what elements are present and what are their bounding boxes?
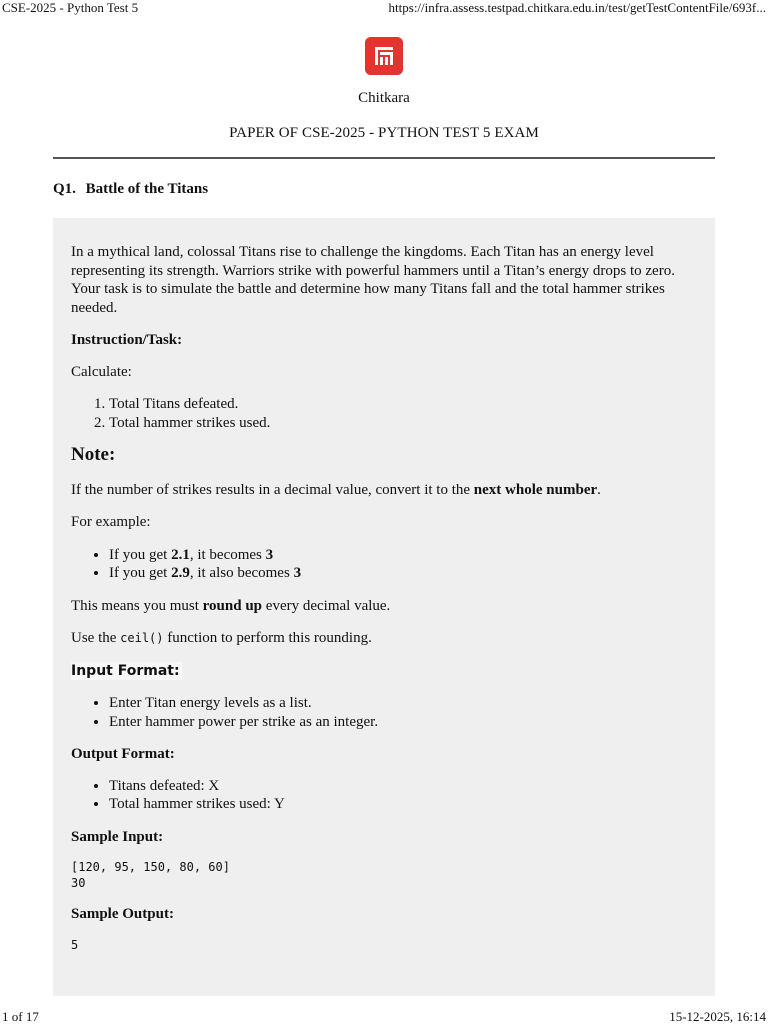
note-heading: Note:: [71, 444, 116, 465]
output-format-list: [71, 777, 691, 814]
example-mid: , it becomes: [189, 546, 266, 563]
sample-output-code: 5: [71, 937, 79, 952]
example-value: 2.9: [171, 565, 190, 581]
round-pre: This means you must: [71, 597, 203, 614]
output-format-heading: Output Format:: [71, 746, 175, 762]
question-title: Battle of the Titans: [85, 181, 209, 197]
ceil-post: function to perform this rounding.: [163, 630, 372, 646]
example-pre: If you get: [109, 565, 172, 581]
question-number: Q1.: [53, 181, 76, 197]
example-item: [109, 546, 691, 565]
ceil-code: ceil(): [120, 631, 164, 645]
logo-mark: [365, 37, 403, 75]
example-item: [109, 564, 691, 583]
task-list: [71, 395, 691, 432]
input-format-item: • Enter Titan energy levels as a list.: [109, 694, 691, 713]
sample-input-heading: Sample Input:: [71, 828, 164, 845]
ceil-pre: Use the: [71, 630, 121, 646]
paper-title: PAPER OF CSE-2025 - PYTHON TEST 5 EXAM: [229, 125, 539, 141]
chitkara-logo-icon: [365, 37, 403, 75]
tab-title: CSE-2025 - Python Test 5: [2, 0, 139, 15]
example-result: 3: [293, 565, 302, 581]
sample-output-heading: Sample Output:: [71, 906, 174, 922]
round-up-text: [71, 597, 691, 616]
round-bold: round up: [202, 597, 263, 614]
example-result: 3: [265, 546, 274, 563]
ceil-text: [71, 629, 691, 648]
input-format-list: [71, 694, 691, 731]
question-intro: In a mythical land, colossal Titans rise to challenge the kingdoms. Each Titan has an energy level representing its strength. Warriors strike with powerful hammers until a Titan’s energy drops to zero. Your task is to simulate the battle and determine how many Titans fall and the total hammer strikes needed.: [71, 244, 675, 316]
page-url[interactable]: https://infra.assess.testpad.chitkara.edu.in/test/getTestContentFile/693f...: [388, 0, 766, 15]
input-format-item: • Enter hammer power per strike as an integer.: [109, 713, 691, 732]
example-pre: If you get: [109, 546, 172, 563]
question-heading: [53, 181, 208, 198]
task-item: 2. Total hammer strikes used.: [109, 414, 691, 433]
note-text: [71, 481, 691, 500]
header-divider: [53, 157, 715, 159]
output-format-item: • Total hammer strikes used: Y: [109, 795, 691, 814]
question-content: [71, 243, 691, 967]
example-label: For example:: [71, 514, 151, 530]
example-mid: , it also becomes: [189, 565, 294, 581]
note-text-bold: next whole number: [473, 481, 598, 498]
output-format-item: • Titans defeated: X: [109, 777, 691, 796]
sample-input-code: [120, 95, 150, 80, 60] 30: [71, 860, 230, 890]
example-list: [71, 546, 691, 583]
example-value: 2.1: [171, 546, 190, 563]
task-heading: Instruction/Task:: [71, 332, 183, 348]
task-item: 1. Total Titans defeated.: [109, 395, 691, 414]
page-indicator: 1 of 17: [2, 1009, 39, 1024]
org-name: Chitkara: [358, 90, 410, 106]
print-timestamp: 15-12-2025, 16:14: [669, 1009, 766, 1024]
round-post: every decimal value.: [262, 597, 391, 614]
input-format-heading: Input Format:: [71, 662, 180, 679]
note-text-post: .: [597, 481, 601, 498]
note-text-pre: If the number of strikes results in a decimal value, convert it to the: [71, 481, 474, 498]
calculate-label: Calculate:: [71, 363, 132, 380]
